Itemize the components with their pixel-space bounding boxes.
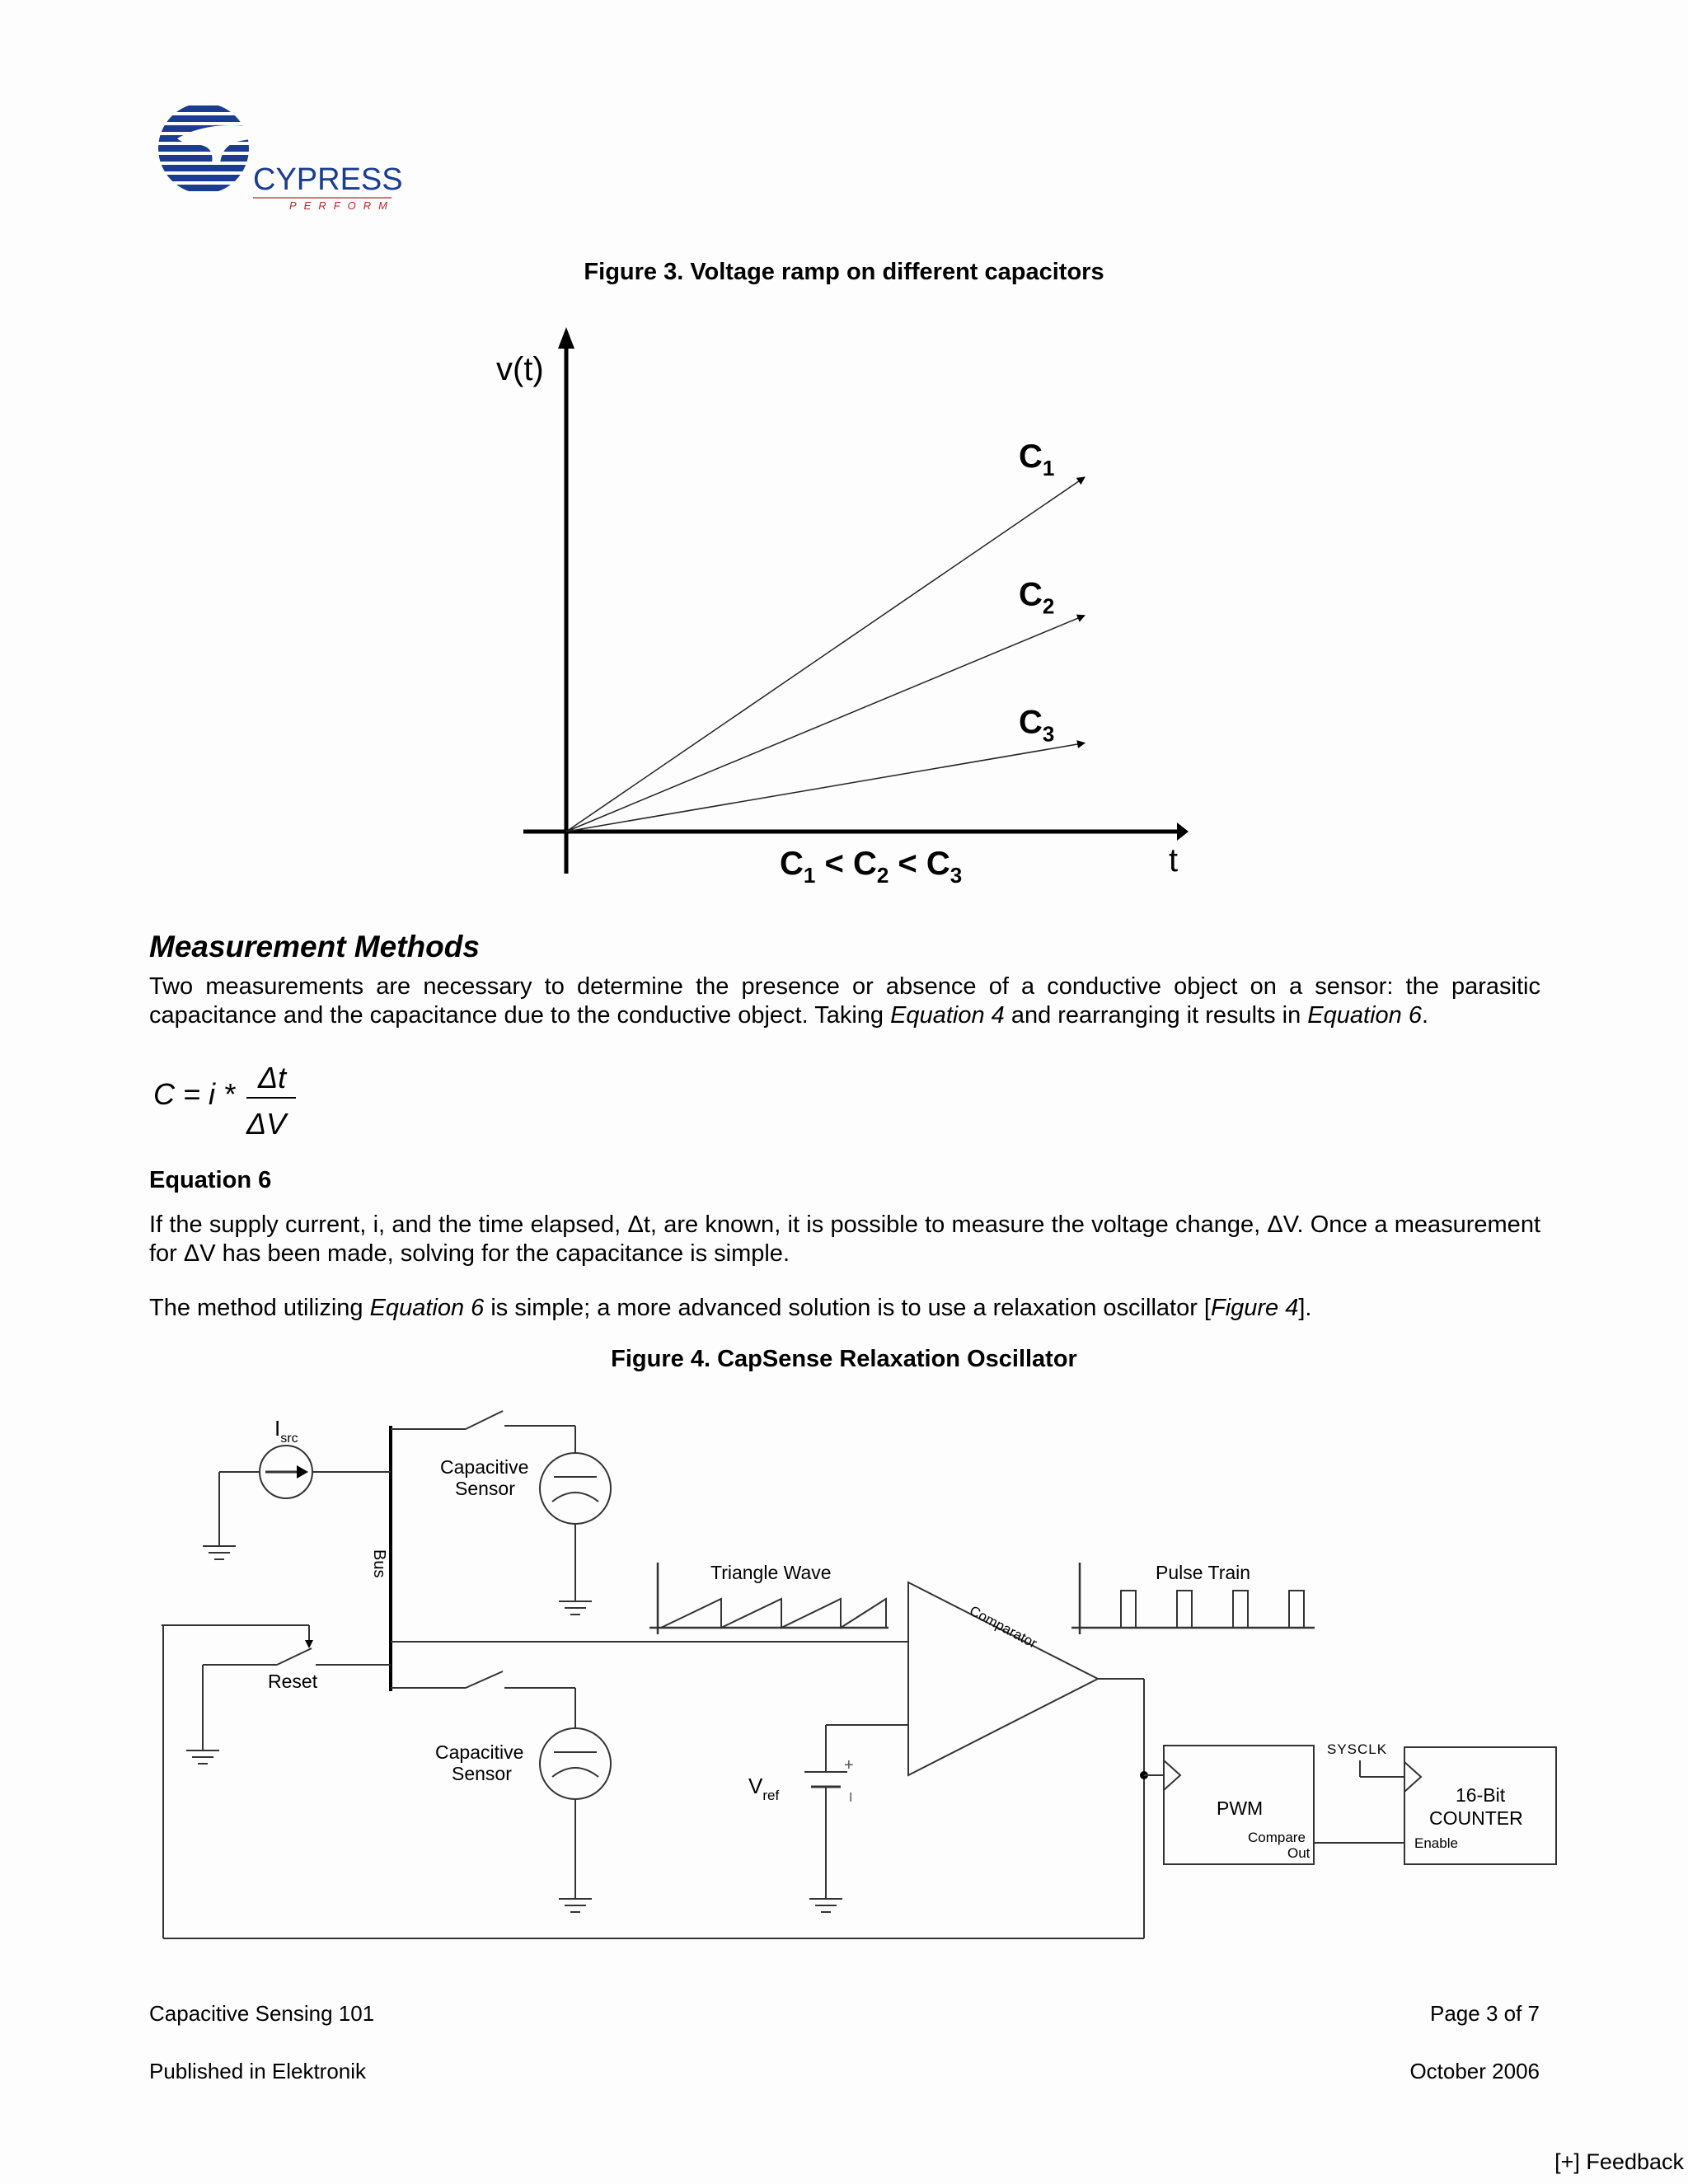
ramp-line-c1 bbox=[566, 477, 1085, 832]
sensor-bottom-label-line2: Sensor bbox=[452, 1763, 512, 1784]
cypress-logo bbox=[144, 105, 408, 213]
equation-label: Equation 6 bbox=[149, 1167, 272, 1193]
paragraph-measurements: Two measurements are necessary to determine the presence or absence of a conductive object on a sensor: the parasitic capacitance and the capacitance due to the conductive object. Taking Equation 4 and rearranging it results in Equation 6. bbox=[149, 973, 1540, 1029]
pwm-compare-label: Compare bbox=[1248, 1830, 1306, 1845]
paragraph-method: The method utilizing Equation 6 is simple; a more advanced solution is to use a relaxation oscillator [Figure 4]. bbox=[149, 1295, 1312, 1321]
capacitance-relation: $C_1 < C_2 < C_3$ bbox=[780, 846, 963, 888]
comparator-label: Comparator bbox=[967, 1602, 1040, 1652]
sensor-top-label-line2: Sensor bbox=[455, 1478, 515, 1499]
pulse-train-signal bbox=[1121, 1591, 1304, 1628]
vref-plus-label: + bbox=[844, 1756, 854, 1774]
figure3-title: Figure 3. Voltage ramp on different capacitors bbox=[584, 259, 1104, 285]
equation-denominator: ΔV bbox=[246, 1107, 287, 1141]
logo-name: CYPRESS bbox=[253, 162, 403, 197]
ramp-label-c3: $C_3$ bbox=[1019, 704, 1055, 747]
x-axis-arrow bbox=[1177, 823, 1189, 841]
sensor-bottom-label-line1: Capacitive bbox=[435, 1741, 524, 1763]
ramp-line-c2 bbox=[566, 616, 1085, 832]
logo-tagline: PERFORM bbox=[289, 199, 395, 212]
equation-lhs: C = i * bbox=[153, 1077, 236, 1111]
pulse-train-label: Pulse Train bbox=[1156, 1562, 1251, 1583]
counter-label-line2: COUNTER bbox=[1429, 1807, 1523, 1829]
footer-publication: Published in Elektronik bbox=[149, 2059, 367, 2083]
section-heading: Measurement Methods bbox=[149, 930, 480, 963]
feedback-link[interactable]: [+] Feedback bbox=[1554, 2149, 1684, 2174]
counter-enable-label: Enable bbox=[1414, 1835, 1458, 1851]
bus-label: Bus bbox=[370, 1549, 388, 1578]
equation-numerator: Δt bbox=[258, 1061, 287, 1094]
vref-minus-label: I bbox=[849, 1791, 853, 1805]
vref-label: $V_{ref}$ bbox=[748, 1774, 780, 1803]
sysclk-label: SYSCLK bbox=[1327, 1741, 1388, 1757]
sensor-top-label-line1: Capacitive bbox=[440, 1456, 529, 1478]
triangle-wave-label: Triangle Wave bbox=[710, 1562, 832, 1583]
ramp-label-c2: $C_2$ bbox=[1019, 576, 1055, 619]
x-axis-label: t bbox=[1169, 842, 1179, 879]
pwm-label: PWM bbox=[1217, 1797, 1264, 1819]
figure4-circuit bbox=[148, 1393, 1566, 1953]
counter-label-line1: 16-Bit bbox=[1456, 1784, 1506, 1806]
paragraph-voltage-change: If the supply current, i, and the time elapsed, Δt, are known, it is possible to measure the voltage change, ΔV. Once a measurement for ΔV has been made, solving for the capacitance is simple. bbox=[149, 1212, 1540, 1267]
footer-page-number: Page 3 of 7 bbox=[1430, 2001, 1540, 2026]
y-axis-arrow bbox=[558, 327, 574, 349]
pwm-out-label: Out bbox=[1287, 1845, 1311, 1861]
footer-document-title: Capacitive Sensing 101 bbox=[149, 2001, 375, 2026]
figure3-chart bbox=[462, 326, 1220, 902]
figure4-title: Figure 4. CapSense Relaxation Oscillator bbox=[611, 1346, 1077, 1372]
reset-label: Reset bbox=[268, 1671, 318, 1692]
y-axis-label: v(t) bbox=[496, 351, 544, 387]
isrc-label: $I_{src}$ bbox=[274, 1416, 298, 1446]
ramp-line-c3 bbox=[566, 743, 1085, 832]
ramp-label-c1: $C_1$ bbox=[1019, 438, 1055, 480]
footer-date: October 2006 bbox=[1409, 2059, 1540, 2083]
comparator-symbol bbox=[908, 1582, 1098, 1775]
triangle-wave-signal bbox=[661, 1599, 886, 1628]
capacitive-sensor-top-symbol bbox=[540, 1453, 611, 1524]
capacitive-sensor-bottom-symbol bbox=[540, 1728, 611, 1799]
equation-6 bbox=[149, 1057, 363, 1147]
